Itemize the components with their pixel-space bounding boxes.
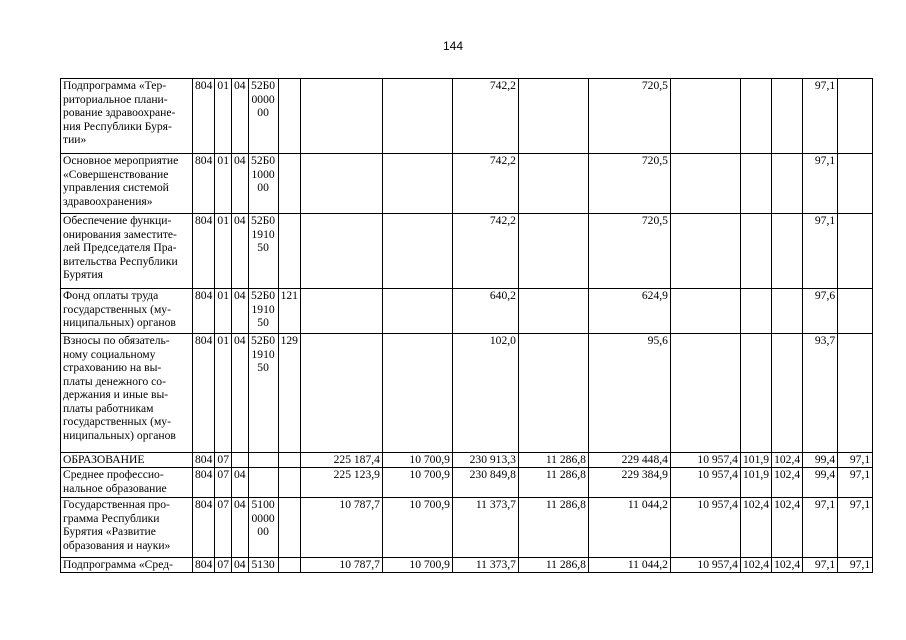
value-v3: 230 913,3: [452, 453, 518, 468]
code-c1: 804: [193, 334, 215, 453]
row-name-line: государственных (му-: [63, 415, 171, 428]
code-c1: 804: [193, 498, 215, 558]
row-name: [61, 289, 193, 334]
code-c3: 04: [231, 334, 248, 453]
code-c2: 07: [215, 468, 232, 498]
value-v9: 97,1: [803, 498, 838, 558]
row-name-line: Среднее профессио-: [63, 468, 164, 481]
code-expense-type: [278, 79, 300, 154]
code-c3: 04: [231, 79, 248, 154]
value-v3: 742,2: [452, 154, 518, 214]
value-v7: [740, 214, 771, 289]
code-expense-type: 121: [278, 289, 300, 334]
value-v6: 10 957,4: [670, 498, 740, 558]
code-c1: 804: [193, 214, 215, 289]
row-name-line: Обеспечение функци-: [63, 214, 172, 227]
value-v7: [740, 79, 771, 154]
code-c1: 804: [193, 453, 215, 468]
code-expense-type: [278, 453, 300, 468]
value-v9: 97,1: [803, 154, 838, 214]
value-v6: [670, 289, 740, 334]
value-v9: 97,6: [803, 289, 838, 334]
code-c2: 01: [215, 79, 232, 154]
code-target-article: [248, 154, 278, 214]
value-v8: [772, 214, 803, 289]
value-v7: [740, 289, 771, 334]
row-name-line: платы работникам: [63, 401, 154, 415]
code-target-article-line: 52Б0: [251, 154, 276, 167]
budget-table: [60, 78, 873, 573]
code-c3: 04: [231, 558, 248, 573]
value-v4: [518, 334, 588, 453]
code-target-article-line: 1000: [251, 167, 275, 181]
value-v3: 742,2: [452, 214, 518, 289]
value-v5: 11 044,2: [588, 558, 670, 573]
value-v1: [300, 154, 382, 214]
value-v4: [518, 214, 588, 289]
code-expense-type: [278, 558, 300, 573]
code-c3: 04: [231, 498, 248, 558]
value-v8: 102,4: [772, 558, 803, 573]
value-v1: 225 123,9: [300, 468, 382, 498]
code-target-article-line: 00: [257, 525, 269, 538]
value-v9: 97,1: [803, 79, 838, 154]
code-target-article-line: 50: [257, 316, 269, 329]
code-target-article: [248, 214, 278, 289]
value-v10: 97,1: [838, 453, 873, 468]
code-target-article: [248, 558, 278, 573]
row-name-line: риториальное плани-: [63, 92, 168, 106]
code-expense-type: [278, 468, 300, 498]
value-v5: 720,5: [588, 154, 670, 214]
value-v2: [382, 289, 452, 334]
code-c3: [231, 453, 248, 468]
row-name-line: ния Республики Буря-: [63, 119, 172, 133]
row-name-line: нальное образование: [63, 481, 167, 495]
code-target-article: [248, 334, 278, 453]
code-c2: 01: [215, 214, 232, 289]
code-target-article-line: 52Б0: [251, 79, 276, 92]
value-v6: [670, 79, 740, 154]
value-v2: 10 700,9: [382, 453, 452, 468]
value-v10: [838, 289, 873, 334]
row-name-line: вительства Республики: [63, 254, 178, 268]
value-v3: 230 849,8: [452, 468, 518, 498]
value-v3: 11 373,7: [452, 498, 518, 558]
code-c3: 04: [231, 154, 248, 214]
value-v10: [838, 214, 873, 289]
value-v9: 97,1: [803, 214, 838, 289]
code-c2: 01: [215, 334, 232, 453]
code-c1: 804: [193, 154, 215, 214]
row-name-line: государственных (му-: [63, 302, 171, 316]
table-row: [61, 154, 873, 214]
value-v10: 97,1: [838, 468, 873, 498]
code-target-article-line: 0000: [251, 92, 275, 106]
code-target-article-line: 5130: [251, 558, 275, 571]
code-target-article-line: 50: [257, 241, 269, 254]
value-v2: [382, 79, 452, 154]
code-target-article-line: 1910: [251, 347, 275, 361]
code-c1: 804: [193, 289, 215, 334]
value-v4: 11 286,8: [518, 498, 588, 558]
code-expense-type: [278, 498, 300, 558]
row-name-line: страхованию на вы-: [63, 361, 162, 374]
row-name-line: платы денежного со-: [63, 374, 166, 388]
row-name-line: здравоохранения»: [63, 194, 153, 208]
row-name-line: Подпрограмма «Тер-: [63, 79, 167, 92]
row-name-line: ОБРАЗОВАНИЕ: [63, 453, 145, 466]
value-v4: [518, 154, 588, 214]
code-target-article: [248, 453, 278, 468]
value-v5: 720,5: [588, 79, 670, 154]
value-v1: 10 787,7: [300, 558, 382, 573]
row-name-line: Фонд оплаты труда: [63, 289, 159, 302]
value-v6: [670, 154, 740, 214]
code-target-article-line: 50: [257, 361, 269, 374]
row-name: [61, 498, 193, 558]
value-v6: 10 957,4: [670, 558, 740, 573]
value-v5: 720,5: [588, 214, 670, 289]
code-c1: 804: [193, 558, 215, 573]
value-v10: [838, 79, 873, 154]
code-target-article: [248, 289, 278, 334]
value-v4: [518, 79, 588, 154]
value-v2: 10 700,9: [382, 468, 452, 498]
table-row: [61, 498, 873, 558]
value-v1: [300, 334, 382, 453]
value-v4: 11 286,8: [518, 453, 588, 468]
row-name: [61, 79, 193, 154]
value-v7: 102,4: [740, 558, 771, 573]
value-v5: 229 384,9: [588, 468, 670, 498]
code-target-article-line: 1910: [251, 302, 275, 316]
value-v10: 97,1: [838, 558, 873, 573]
code-target-article-line: 1910: [251, 227, 275, 241]
value-v3: 102,0: [452, 334, 518, 453]
row-name: [61, 214, 193, 289]
table-row: [61, 334, 873, 453]
row-name: [61, 154, 193, 214]
value-v8: [772, 289, 803, 334]
value-v4: 11 286,8: [518, 558, 588, 573]
row-name-line: Государственная про-: [63, 498, 170, 511]
value-v1: 225 187,4: [300, 453, 382, 468]
value-v2: [382, 154, 452, 214]
value-v5: 11 044,2: [588, 498, 670, 558]
code-c3: 04: [231, 289, 248, 334]
code-expense-type: [278, 154, 300, 214]
code-target-article: [248, 498, 278, 558]
value-v1: 10 787,7: [300, 498, 382, 558]
code-target-article-line: 52Б0: [251, 214, 276, 227]
value-v5: 624,9: [588, 289, 670, 334]
code-target-article: [248, 468, 278, 498]
row-name: [61, 334, 193, 453]
value-v8: 102,4: [772, 453, 803, 468]
value-v9: 99,4: [803, 453, 838, 468]
code-c2: 01: [215, 289, 232, 334]
value-v9: 93,7: [803, 334, 838, 453]
value-v3: 640,2: [452, 289, 518, 334]
value-v6: [670, 334, 740, 453]
row-name-line: управления системой: [63, 181, 169, 194]
value-v6: 10 957,4: [670, 468, 740, 498]
table-row: [61, 468, 873, 498]
value-v7: 101,9: [740, 453, 771, 468]
value-v8: [772, 79, 803, 154]
code-target-article-line: 00: [257, 106, 269, 119]
code-c3: 04: [231, 468, 248, 498]
value-v6: [670, 214, 740, 289]
code-target-article-line: 52Б0: [251, 334, 276, 347]
code-target-article-line: 0000: [251, 511, 275, 525]
row-name-line: ниципальных) органов: [63, 316, 176, 329]
value-v8: 102,4: [772, 468, 803, 498]
value-v10: [838, 334, 873, 453]
table-row: [61, 289, 873, 334]
value-v7: 101,9: [740, 468, 771, 498]
value-v5: 229 448,4: [588, 453, 670, 468]
value-v9: 99,4: [803, 468, 838, 498]
value-v4: 11 286,8: [518, 468, 588, 498]
table-row: [61, 214, 873, 289]
row-name-line: лей Председателя Пра-: [63, 241, 177, 254]
value-v2: 10 700,9: [382, 558, 452, 573]
row-name-line: Взносы по обязатель-: [63, 334, 170, 347]
value-v3: 742,2: [452, 79, 518, 154]
row-name-line: ниципальных) органов: [63, 428, 176, 442]
row-name-line: тии»: [63, 133, 87, 146]
code-target-article-line: 00: [257, 181, 269, 194]
value-v6: 10 957,4: [670, 453, 740, 468]
code-target-article-line: 5100: [251, 498, 275, 511]
value-v3: 11 373,7: [452, 558, 518, 573]
value-v1: [300, 214, 382, 289]
row-name-line: Бурятия: [63, 268, 103, 281]
code-target-article-line: 52Б0: [251, 289, 276, 302]
value-v1: [300, 289, 382, 334]
row-name-line: образования и науки»: [63, 538, 171, 552]
value-v1: [300, 79, 382, 154]
table-row: [61, 558, 873, 573]
table-row: [61, 79, 873, 154]
code-c2: 07: [215, 498, 232, 558]
value-v10: 97,1: [838, 498, 873, 558]
value-v8: 102,4: [772, 498, 803, 558]
value-v10: [838, 154, 873, 214]
code-target-article: [248, 79, 278, 154]
code-c2: 07: [215, 453, 232, 468]
row-name-line: грамма Республики: [63, 511, 160, 525]
code-c2: 01: [215, 154, 232, 214]
value-v2: [382, 334, 452, 453]
value-v2: [382, 214, 452, 289]
value-v7: [740, 154, 771, 214]
value-v4: [518, 289, 588, 334]
row-name: [61, 468, 193, 498]
row-name-line: рование здравоохране-: [63, 106, 176, 119]
row-name-line: держания и иные вы-: [63, 388, 169, 401]
value-v7: 102,4: [740, 498, 771, 558]
value-v5: 95,6: [588, 334, 670, 453]
row-name-line: онирования заместите-: [63, 227, 177, 241]
value-v7: [740, 334, 771, 453]
row-name-line: «Совершенствование: [63, 167, 169, 181]
code-expense-type: [278, 214, 300, 289]
row-name-line: Подпрограмма «Сред-: [63, 558, 173, 571]
value-v2: 10 700,9: [382, 498, 452, 558]
code-c1: 804: [193, 79, 215, 154]
row-name-line: ному социальному: [63, 347, 156, 361]
value-v9: 97,1: [803, 558, 838, 573]
row-name: [61, 558, 193, 573]
table-row: [61, 453, 873, 468]
row-name-line: Бурятия «Развитие: [63, 525, 156, 538]
value-v8: [772, 334, 803, 453]
value-v8: [772, 154, 803, 214]
page-number: 144: [442, 39, 464, 53]
code-c3: 04: [231, 214, 248, 289]
code-expense-type: 129: [278, 334, 300, 453]
row-name: [61, 453, 193, 468]
row-name-line: Основное мероприятие: [63, 154, 179, 167]
code-c1: 804: [193, 468, 215, 498]
code-c2: 07: [215, 558, 232, 573]
